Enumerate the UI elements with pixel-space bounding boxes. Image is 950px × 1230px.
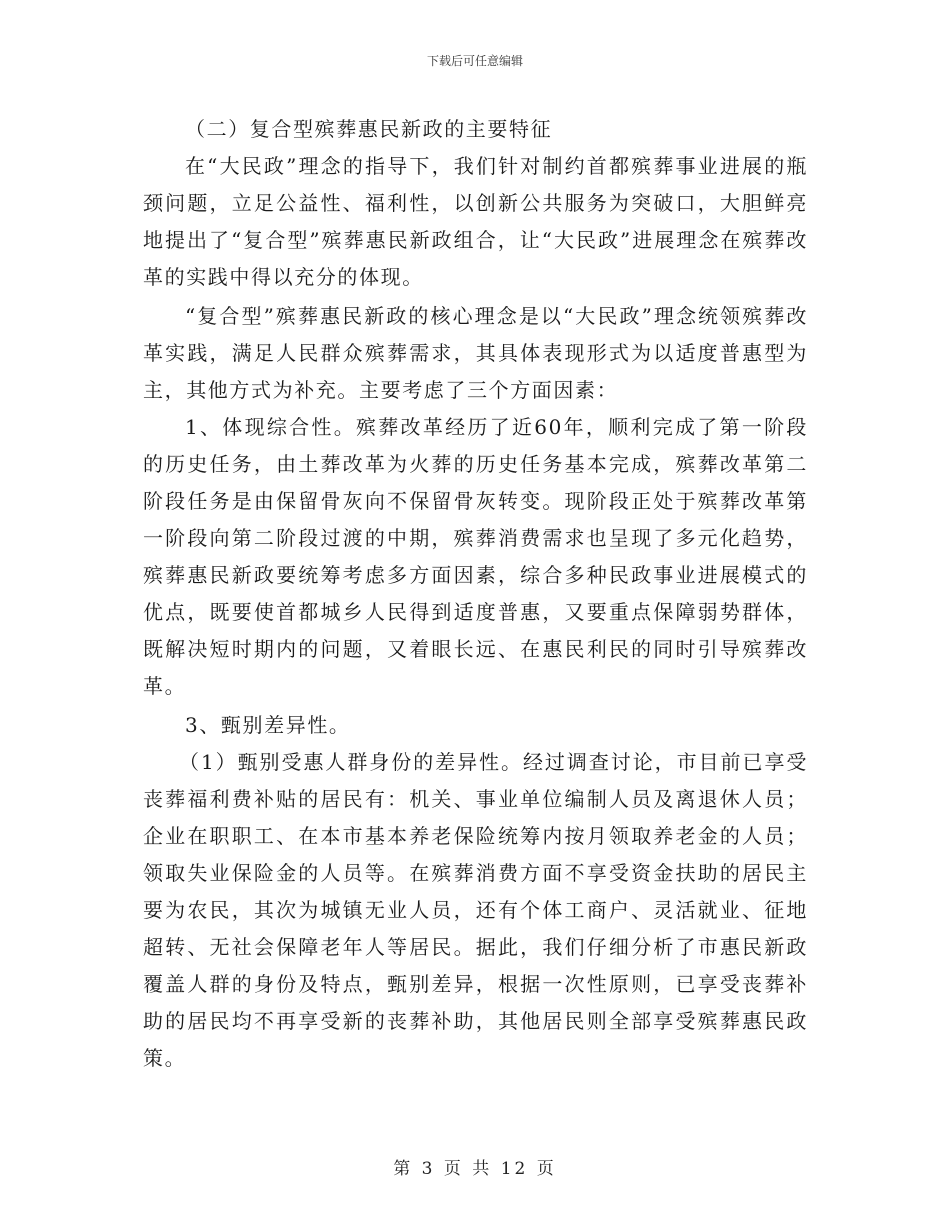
paragraph-intro: 在“大民政”理念的指导下，我们针对制约首都殡葬事业进展的瓶颈问题，立足公益性、福利性，以创新公共服务为突破口，大胆鲜亮地提出了“复合型”殡葬惠民新政组合，让“大民政”进展理念在殡葬改革的实践中得以充分的体现。	[143, 154, 808, 289]
paragraph-subpoint-1: （1）甄别受惠人群身份的差异性。经过调查讨论，市目前已享受丧葬福利费补贴的居民有：机关、事业单位编制人员及离退休人员；企业在职职工、在本市基本养老保险统筹内按月领取养老金的人员；领取失业保险金的人员等。在殡葬消费方面不享受资金扶助的居民主要为农民，其次为城镇无业人员，还有个体工商户、灵活就业、征地超转、无社会保障老年人等居民。据此，我们仔细分析了市惠民新政覆盖人群的身份及特点，甄别差异，根据一次性原则，已享受丧葬补助的居民均不再享受新的丧葬补助，其他居民则全部享受殡葬惠民政策。	[143, 750, 808, 1070]
section-heading: （二）复合型殡葬惠民新政的主要特征	[185, 117, 553, 141]
page-number: 第 3 页 共 12 页	[393, 1159, 557, 1179]
paragraph-point-3: 3、甄别差异性。	[185, 713, 351, 737]
document-body	[143, 111, 808, 1077]
paragraph-core-concept: “复合型”殡葬惠民新政的核心理念是以“大民政”理念统领殡葬改革实践，满足人民群众殡葬需求，其具体表现形式为以适度普惠型为主，其他方式为补充。主要考虑了三个方面因素：	[143, 304, 808, 402]
page-header: 下载后可任意编辑	[426, 54, 523, 68]
paragraph-point-1: 1、体现综合性。殡葬改革经历了近60年，顺利完成了第一阶段的历史任务，由土葬改革为火葬的历史任务基本完成，殡葬改革第二阶段任务是由保留骨灰向不保留骨灰转变。现阶段正处于殡葬改革第一阶段向第二阶段过渡的中期，殡葬消费需求也呈现了多元化趋势，殡葬惠民新政要统筹考虑多方面因素，综合多种民政事业进展模式的优点，既要使首都城乡人民得到适度普惠，又要重点保障弱势群体，既解决短时期内的问题，又着眼长远、在惠民利民的同时引导殡葬改革。	[143, 415, 808, 698]
